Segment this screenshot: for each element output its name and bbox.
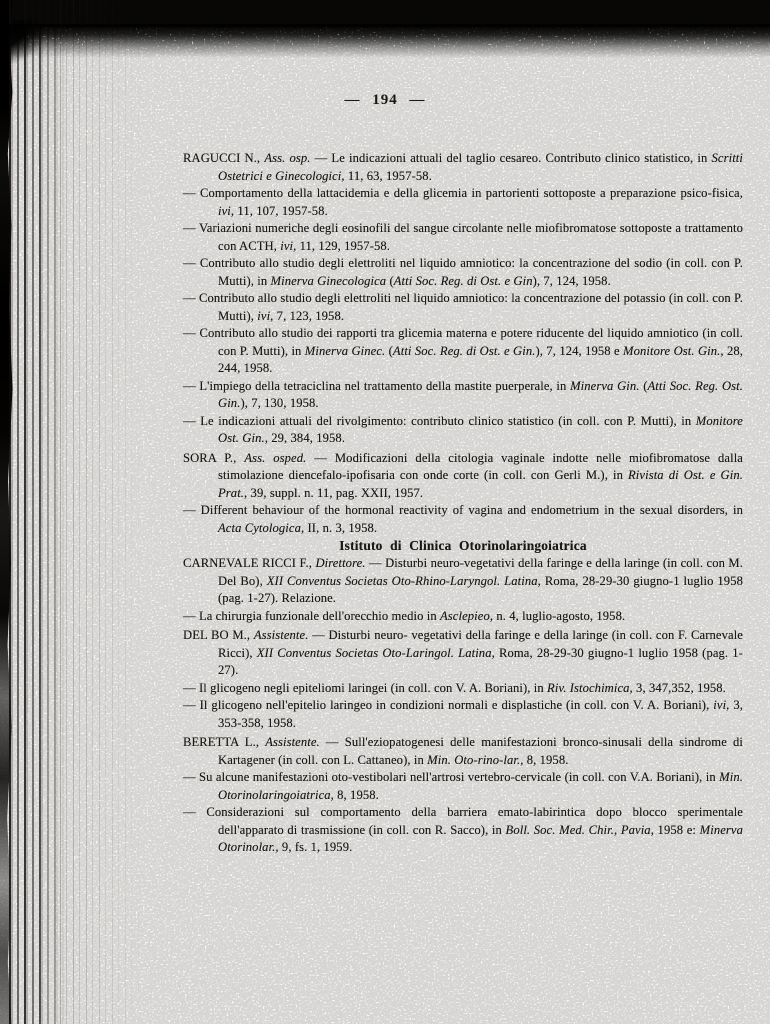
- bib-entry: — Il glicogeno nell'epitelio laringeo in condizioni normali e displastiche (in coll. con V. A. Boriani), ivi, 3, 353-358, 1958.: [183, 698, 743, 730]
- bib-entry: DEL BO M., Assistente. — Disturbi neuro- vegetativi della faringe e della laringe (in coll. con F. Carnevale Ricci), XII Conventus Societas Oto-Laringol. Latina, Roma, 28-29-30 giugno-1 luglio 1958 (pag. 1-27).: [183, 628, 743, 677]
- section-entries: [183, 555, 743, 857]
- bib-entry: — Contributo allo studio dei rapporti tra glicemia materna e potere riducente del liquido amniotico (in coll. con P. Mutti), in Minerva Ginec. (Atti Soc. Reg. di Ost. e Gin.), 7, 124, 1958 e Monitore Ost. Gin., 28, 244, 1958.: [183, 326, 744, 375]
- bib-entry: — La chirurgia funzionale dell'orecchio medio in Asclepieo, n. 4, luglio-agosto, 1958.: [183, 608, 626, 623]
- bib-entry: — Contributo allo studio degli elettroliti nel liquido amniotico: la concentrazione del sodio (in coll. con P. Mutti), in Minerva Ginecologica (Atti Soc. Reg. di Ost. e Gin), 7, 124, 1958.: [183, 256, 743, 288]
- bib-entry: — Il glicogeno negli epiteliomi laringei (in coll. con V. A. Boriani), in Riv. Istochimica, 3, 347,352, 1958.: [183, 680, 726, 695]
- bibliography: [183, 150, 743, 857]
- bibliography-section: [183, 537, 743, 857]
- bib-entry: SORA P., Ass. osped. — Modificazioni della citologia vaginale indotte nelle miofibromatose dalla stimolazione diencefalo-ipofisaria con onde corte (in coll. con Gerli M.), in Rivista di Ost. e Gin. Prat., 39, suppl. n. 11, pag. XXII, 1957.: [183, 450, 744, 500]
- bib-entry: — Different behaviour of the hormonal reactivity of vagina and endometrium in the sexual disorders, in Acta Cytologica, II, n. 3, 1958.: [183, 503, 743, 535]
- scan-artifact-binding-stripes: [9, 0, 67, 1024]
- section-entries: [183, 150, 743, 537]
- bibliography-section: [183, 150, 743, 537]
- section-heading: Istituto di Clinica Otorinolaringoiatrica: [339, 538, 587, 553]
- bib-entry: — Le indicazioni attuali del rivolgimento: contributo clinico statistico (in coll. con P. Mutti), in Monitore Ost. Gin., 29, 384, 1958.: [183, 413, 743, 445]
- bib-entry: — Su alcune manifestazioni oto-vestibolari nell'artrosi vertebro-cervicale (in coll. con V.A. Boriani), in Min. Otorinolaringoiatrica, 8, 1958.: [183, 770, 743, 802]
- bib-entry: CARNEVALE RICCI F., Direttore. — Disturbi neuro-vegetativi della faringe e della laringe (in coll. con M. Del Bo), XII Conventus Societas Oto-Rhino-Laryngol. Latina, Roma, 28-29-30 giugno-1 luglio 1958 (pag. 1-27). Relazione.: [183, 556, 744, 605]
- page-number: — 194 —: [344, 92, 426, 108]
- bib-entry: RAGUCCI N., Ass. osp. — Le indicazioni attuali del taglio cesareo. Contributo clinico statistico, in Scritti Ostetrici e Ginecologici, 11, 63, 1957-58.: [183, 151, 743, 183]
- bib-entry: BERETTA L., Assistente. — Sull'eziopatogenesi delle manifestazioni bronco-sinusali della sindrome di Kartagener (in coll. con L. Cattaneo), in Min. Oto-rino-lar., 8, 1958.: [183, 735, 744, 767]
- bib-entry: — Comportamento della lattacidemia e della glicemia in partorienti sottoposte a preparazione psico-fisica, ivi, 11, 107, 1957-58.: [183, 186, 743, 218]
- bib-entry: — Variazioni numeriche degli eosinofili del sangue circolante nelle miofibromatose sottoposte a trattamento con ACTH, ivi, 11, 129, 1957-58.: [183, 221, 743, 253]
- bib-entry: — L'impiego della tetraciclina nel trattamento della mastite puerperale, in Minerva Gin. (Atti Soc. Reg. Ost. Gin.), 7, 130, 1958.: [183, 378, 743, 410]
- bib-entry: — Contributo allo studio degli elettroliti nel liquido amniotico: la concentrazione del potassio (in coll. con P. Mutti), ivi, 7, 123, 1958.: [183, 291, 743, 323]
- scan-artifact-faint-stripes: [60, 0, 150, 1024]
- bib-entry: — Considerazioni sul comportamento della barriera emato-labirintica dopo blocco sperimentale dell'apparato di trasmissione (in coll. con R. Sacco), in Boll. Soc. Med. Chir., Pavia, 1958 e: Minerva Otorinolar., 9, fs. 1, 1959.: [183, 805, 744, 854]
